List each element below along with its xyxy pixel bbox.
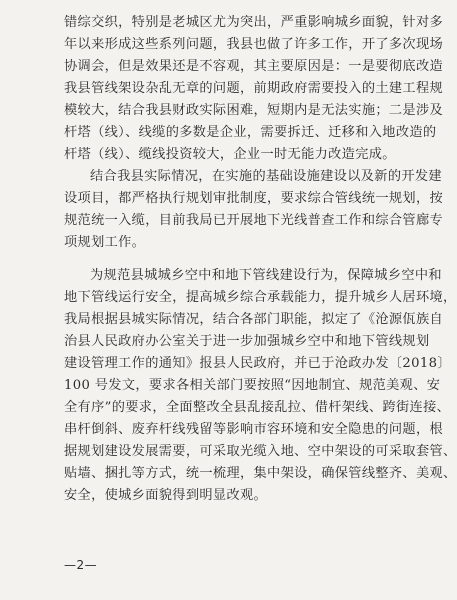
text-line: 建设管理工作的通知》报县人民政府，并已于沧政办发〔2018〕 [64, 356, 451, 371]
text-line: 协调会，但是效果还是不容观，其主要原因是：一是要彻底改造 [64, 59, 444, 74]
text-line: 模较大，结合我县财政实际困难，短期内是无法实施；二是涉及 [64, 103, 444, 118]
text-line: 全有序”的要求，全面整改全县乱接乱拉、借杆架线、跨街连接、 [64, 400, 451, 415]
text-line: 项规划工作。 [64, 235, 146, 250]
text-line: 规范统一入缆，目前我局已开展地下光线普查工作和综合管廊专 [64, 213, 444, 228]
text-line: 贴墙、捆扎等方式，统一梳理，集中架设，确保管线整齐、美观、 [64, 466, 457, 481]
text-line: 我县管线架设杂乱无章的问题，前期政府需要投入的土建工程规 [64, 81, 444, 96]
text-line: 杆塔（线）、缆线投资较大，企业一时无能力改造完成。 [64, 147, 396, 162]
page-number: —2— [64, 558, 98, 572]
text-line: 设项目，都严格执行规划审批制度，要求综合管线统一规划，按 [64, 191, 444, 206]
text-line: 串杆倒斜、废弃杆线残留等影响市容环境和安全隐患的问题，根 [64, 422, 444, 437]
text-line: 治县人民政府办公室关于进一步加强城乡空中和地下管线规划 [64, 334, 430, 349]
text-line: 结合我县实际情况，在实施的基础设施建设以及新的开发建 [90, 169, 442, 184]
text-line: 我局根据县城实际情况，结合各部门职能，拟定了《沧源佤族自 [64, 312, 444, 327]
text-line: 100 号发文，要求各相关部门要按照“因地制宜、规范美观、安 [64, 378, 441, 393]
text-line: 为规范县城城乡空中和地下管线建设行为，保障城乡空中和 [90, 268, 442, 283]
text-line: 年以来形成这些系列问题，我县也做了许多工作，开了多次现场 [64, 37, 444, 52]
text-line: 杆塔（线）、线缆的多数是企业，需要拆迁、迁移和入地改造的 [64, 125, 437, 140]
text-line: 据规划建设发展需要，可采取光缆入地、空中架设的可采取套管、 [64, 444, 457, 459]
text-line: 地下管线运行安全，提高城乡综合承载能力，提升城乡人居环境， [64, 290, 457, 305]
text-line: 安全，使城乡面貌得到明显改观。 [64, 488, 268, 503]
text-line: 错综交织，特别是老城区尤为突出，严重影响城乡面貌，针对多 [64, 15, 444, 30]
